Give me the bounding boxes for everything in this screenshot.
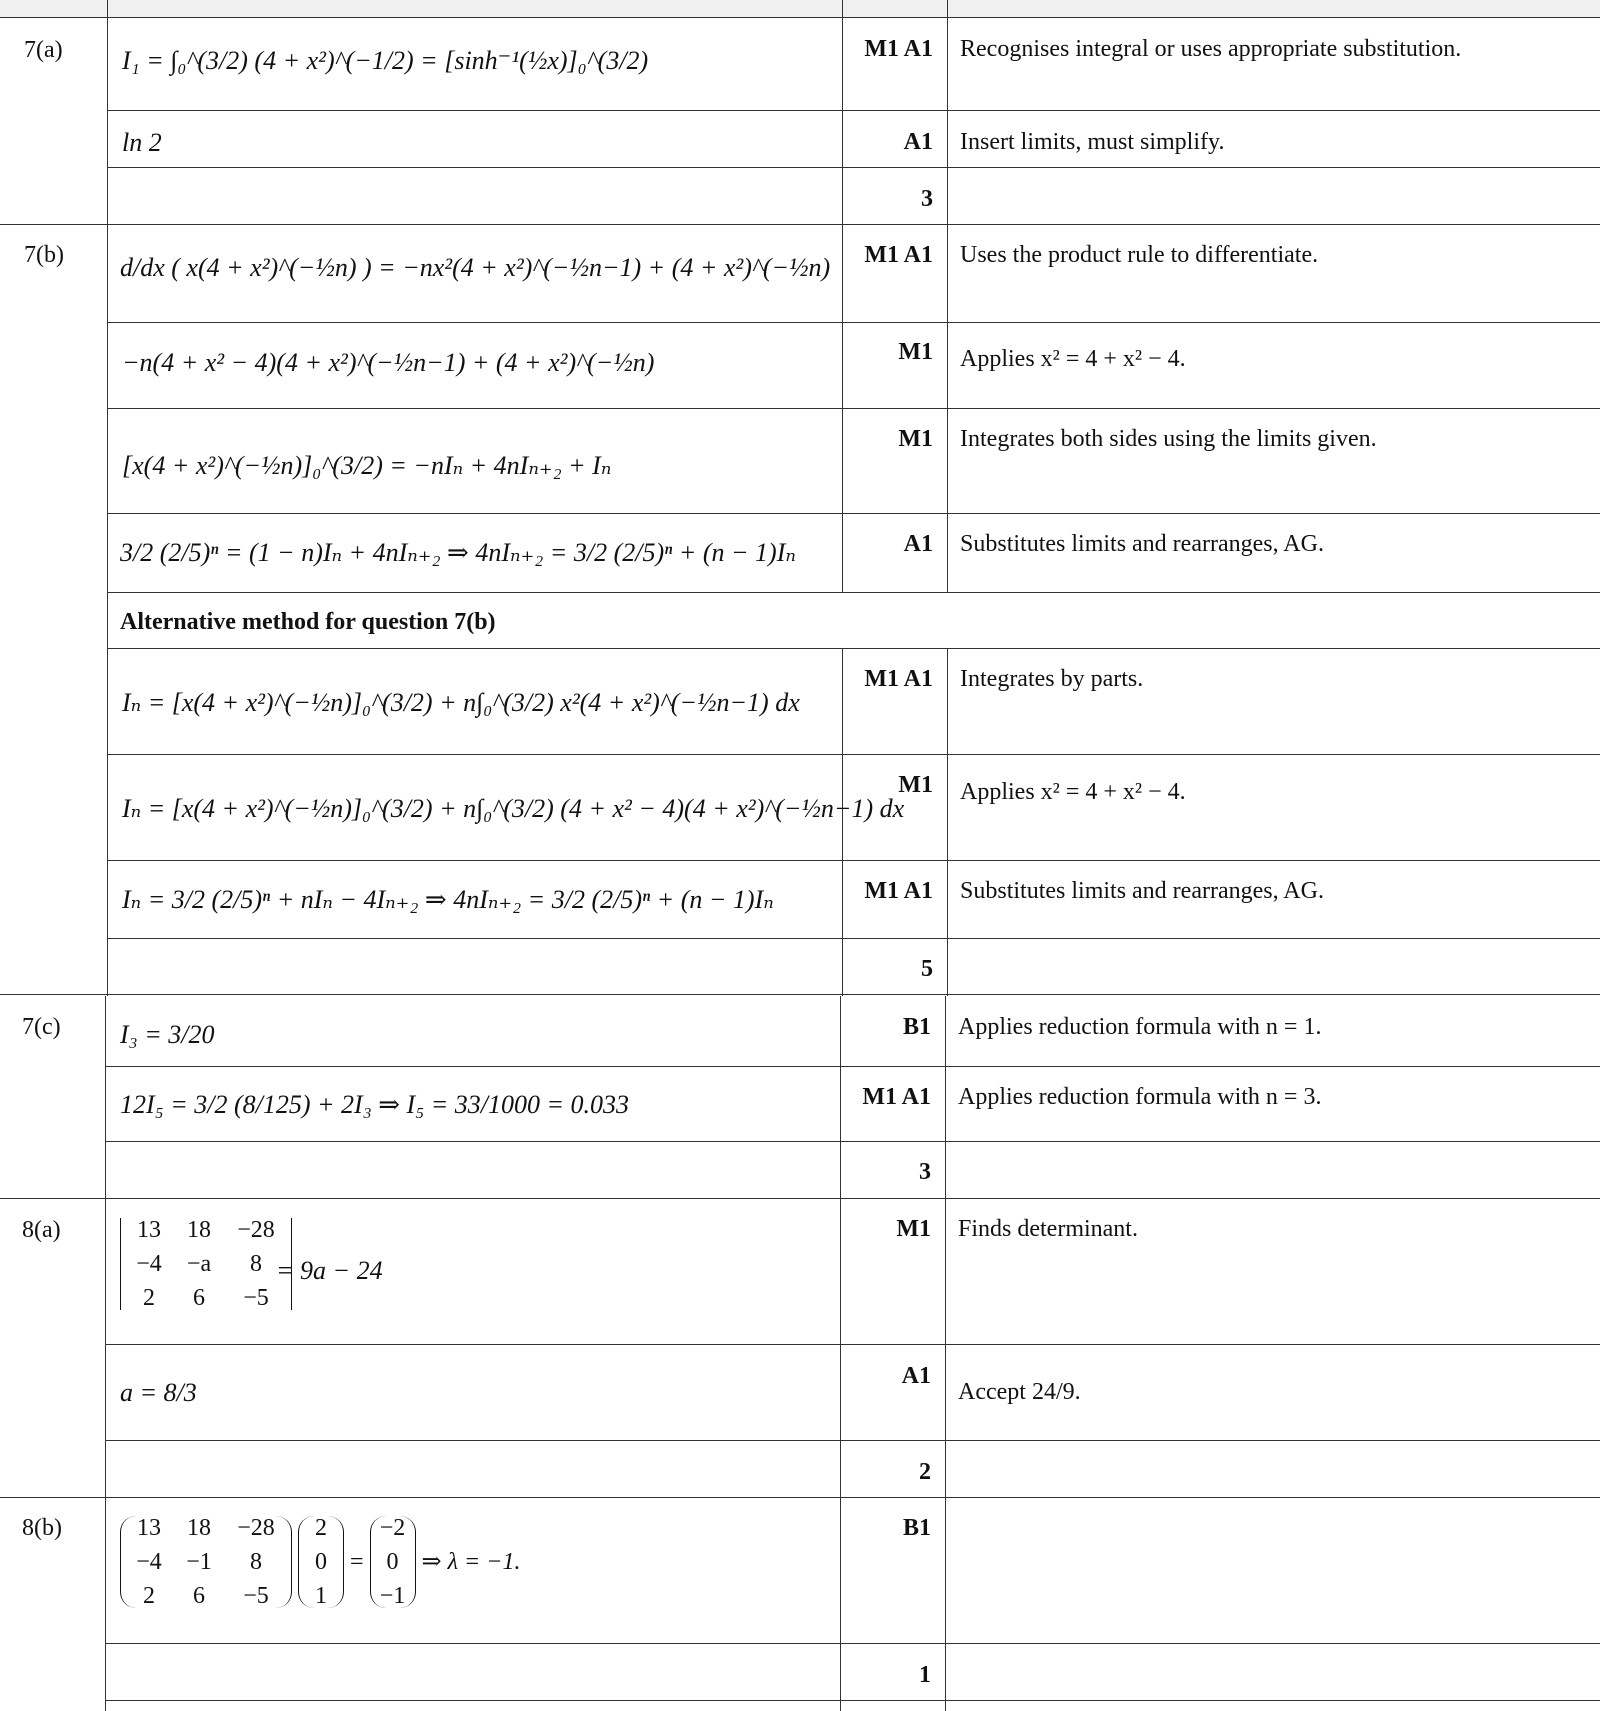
mark: M1 A1 [864,878,933,904]
rule [0,17,1600,18]
guidance-text: Substitutes limits and rearranges, AG. [960,531,1324,557]
rule [0,1198,1600,1199]
rule [105,1141,1600,1142]
question-label: 7(b) [24,242,64,268]
rule [107,322,1600,323]
working-expression: ln 2 [122,128,162,157]
working-expression-source [500,1260,516,1261]
vector-entry: −1 [379,1583,406,1609]
rule [0,1497,1600,1498]
mark: M1 [898,339,933,365]
rule [107,592,1600,593]
mark: M1 [898,772,933,798]
col-rule [947,0,948,593]
vector-entry: 0 [315,1549,327,1575]
mark: M1 [896,1216,931,1242]
matrix-entry: 13 [137,1515,161,1541]
rule [107,648,1600,649]
working-expression: 3/2 (2/5)ⁿ = (1 − n)Iₙ + 4nIₙ₊₂ ⇒ 4nIₙ₊₂ = 3/2 (2/5)ⁿ + (n − 1)Iₙ [120,538,796,567]
rule [107,167,1600,168]
rule [107,513,1600,514]
guidance-text: Applies reduction formula with n = 3. [958,1084,1322,1110]
rule [107,860,1600,861]
matrix-entry: 6 [193,1285,205,1311]
mark: M1 A1 [864,666,933,692]
matrix-entry: −5 [243,1285,269,1311]
working-expression: [x(4 + x²)^(−½n)]₀^(3/2) = −nIₙ + 4nIₙ₊₂ + Iₙ [122,451,612,480]
mark-total: 5 [921,956,933,982]
matrix-entry: 18 [187,1217,211,1243]
matrix-entry: 8 [250,1251,262,1277]
matrix-entry: −a [186,1251,212,1277]
vector-entry: −2 [379,1515,406,1541]
vector-entry: 2 [315,1515,327,1541]
rule [105,1700,1600,1701]
rule [105,1344,1600,1345]
rule [0,224,1600,225]
mark: M1 A1 [864,36,933,62]
working-expression: d/dx ( x(4 + x²)^(−½n) ) = −nx²(4 + x²)^(−½n−1) + (4 + x²)^(−½n) [120,253,831,282]
working-expression: 12I₅ = 3/2 (8/125) + 2I₃ ⇒ I₅ = 33/1000 = 0.033 [120,1090,630,1119]
mark-total: 3 [919,1159,931,1185]
guidance-text: Recognises integral or uses appropriate substitution. [960,36,1462,62]
col-rule [107,0,108,996]
mark: M1 A1 [864,242,933,268]
question-label: 8(a) [22,1217,61,1243]
matrix-entry: 6 [193,1583,205,1609]
guidance-text: Uses the product rule to differentiate. [960,242,1319,268]
working-expression: a = 8/3 [120,1378,197,1407]
rule [105,1643,1600,1644]
question-label: 7(c) [22,1014,61,1040]
rule [107,408,1600,409]
matrix-entry: 18 [187,1515,211,1541]
matrix-entry: −4 [136,1251,162,1277]
working-expression: −n(4 + x² − 4)(4 + x²)^(−½n−1) + (4 + x²)^(−½n) [122,348,655,377]
matrix-entry: 2 [143,1583,155,1609]
guidance-text: Applies x² = 4 + x² − 4. [960,779,1186,805]
mark: B1 [902,1014,931,1040]
vector-entry: 0 [386,1549,399,1575]
col-rule [945,996,946,1711]
guidance-text: Integrates both sides using the limits given. [960,426,1377,452]
mark-total: 2 [919,1459,931,1485]
matrix-entry: −4 [136,1549,162,1575]
guidance-text: Finds determinant. [958,1216,1138,1242]
guidance-text: Integrates by parts. [960,666,1144,692]
matrix-entry: −1 [186,1549,212,1575]
determinant-expression [120,1218,292,1310]
determinant-matrix [120,1218,292,1310]
matrix-entry: −28 [237,1515,275,1541]
working-expression: Iₙ = [x(4 + x²)^(−½n)]₀^(3/2) + n∫₀^(3/2) x²(4 + x²)^(−½n−1) dx [122,688,800,717]
guidance-text: Applies x² = 4 + x² − 4. [960,346,1186,372]
col-rule [105,996,106,1711]
matrix-entry: −28 [237,1217,275,1243]
guidance-text: Substitutes limits and rearranges, AG. [960,878,1324,904]
mark: A1 [903,129,933,155]
guidance-text: Insert limits, must simplify. [960,129,1225,155]
header-strip [0,0,1600,18]
working-expression: Iₙ = [x(4 + x²)^(−½n)]₀^(3/2) + n∫₀^(3/2) (4 + x² − 4)(4 + x²)^(−½n−1) dx [122,794,905,823]
mark: A1 [903,531,933,557]
matrix-entry: 2 [143,1285,155,1311]
working-expression: I₃ = 3/20 [120,1020,215,1049]
determinant-result: = 9a − 24 [276,1256,383,1285]
working-expression: Iₙ = 3/2 (2/5)ⁿ + nIₙ − 4Iₙ₊₂ ⇒ 4nIₙ₊₂ = 3/2 (2/5)ⁿ + (n − 1)Iₙ [122,885,774,914]
matrix-entry: 13 [137,1217,161,1243]
matrix-entry: 8 [250,1549,262,1575]
rule [107,754,1600,755]
guidance-text: Applies reduction formula with n = 1. [958,1014,1322,1040]
col-rule [842,0,843,593]
mark: M1 [898,426,933,452]
rule [107,938,1600,939]
image-vector [370,1516,416,1608]
mark: B1 [902,1515,931,1541]
transformation-matrix [120,1516,292,1608]
question-label: 7(a) [24,37,63,63]
col-rule [947,648,948,996]
guidance-text: Accept 24/9. [958,1379,1081,1405]
mark-total: 3 [921,186,933,212]
rule [107,110,1600,111]
matrix-entry: −5 [243,1583,269,1609]
rule [105,1440,1600,1441]
question-label: 8(b) [22,1515,62,1541]
vector-entry: 1 [315,1583,327,1609]
alternative-method-heading: Alternative method for question 7(b) [120,609,496,635]
rule [0,994,1600,995]
eigenvector [298,1516,344,1608]
mark: A1 [901,1363,931,1389]
mark-total: 1 [919,1662,931,1688]
matrix-product-expression: 13 18 −28 −4 −1 8 2 6 −5 2 0 1 = −2 0 −1 ⇒ λ = −1. [120,1516,520,1608]
working-expression: I₁ = ∫₀^(3/2) (4 + x²)^(−1/2) = [sinh⁻¹(½x)]₀^(3/2) [122,46,649,75]
mark: M1 A1 [862,1084,931,1110]
working-expression-source [500,1570,526,1571]
rule [105,1066,1600,1067]
